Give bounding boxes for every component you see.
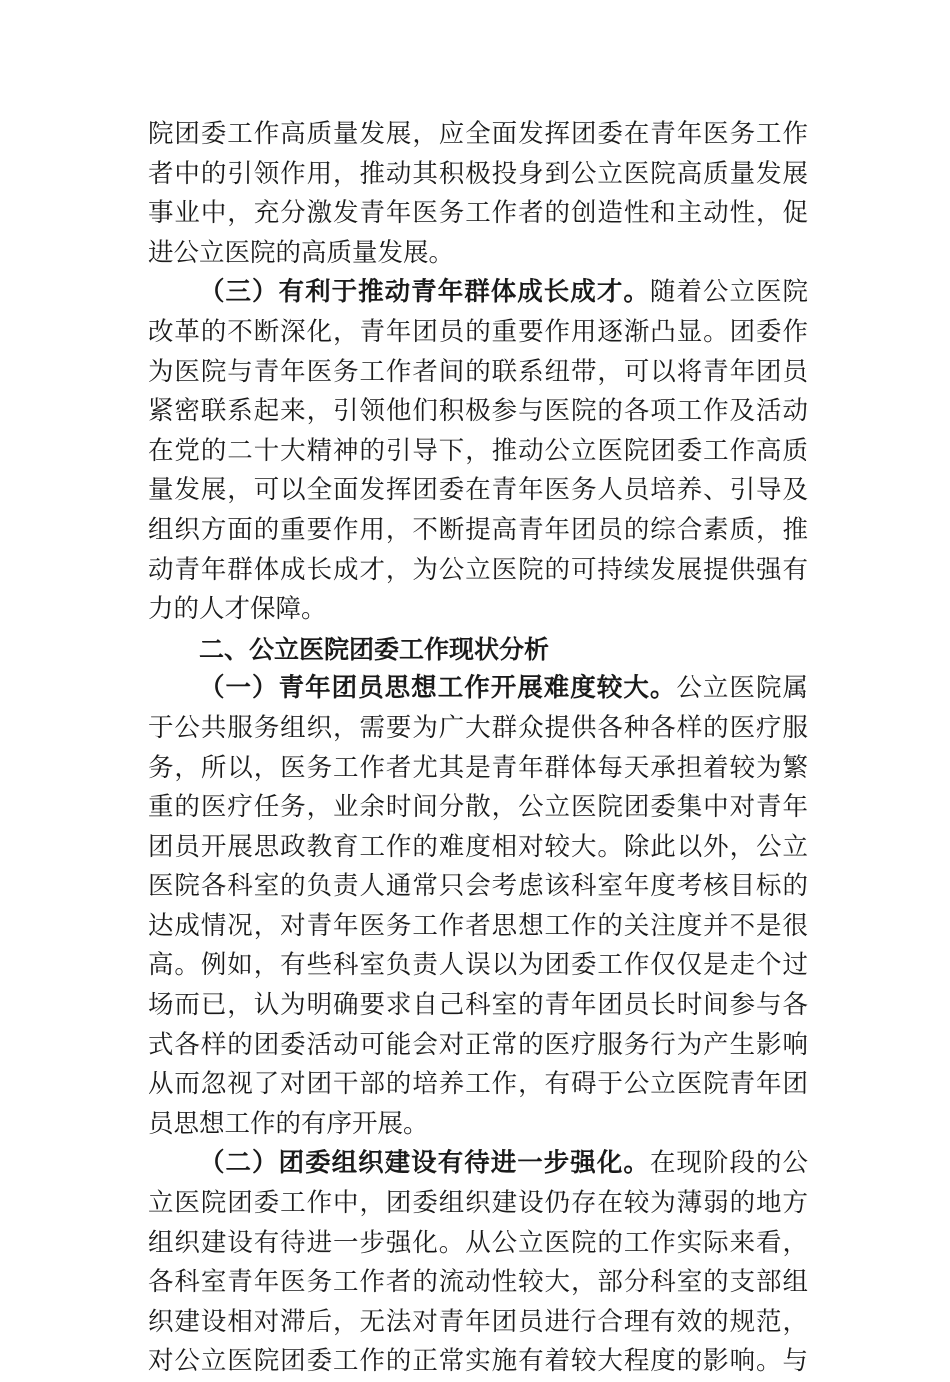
paragraph-first-line (148, 669, 808, 709)
paragraph-lead: （一）青年团员思想工作开展难度较大。 (199, 673, 677, 704)
paragraph-line: 进公立医院的高质量发展。 (148, 237, 455, 268)
paragraph-line: 于公共服务组织，需要为广大群众提供各种各样的医疗服 (148, 712, 808, 743)
paragraph-text: 公立医院属 (676, 673, 808, 704)
paragraph-line: 从而忽视了对团干部的培养工作，有碍于公立医院青年团 (148, 1069, 808, 1100)
paragraph-line: 院团委工作高质量发展，应全面发挥团委在青年医务工作 (148, 119, 808, 149)
paragraph-first-line (148, 1144, 808, 1184)
paragraph-line: 达成情况，对青年医务工作者思想工作的关注度并不是很 (148, 910, 808, 941)
paragraph-line: 量发展，可以全面发挥团委在青年医务人员培养、引导及 (148, 475, 808, 506)
paragraph-line: 改革的不断深化，青年团员的重要作用逐渐凸显。团委作 (148, 316, 808, 347)
paragraph-line: 员思想工作的有序开展。 (148, 1108, 429, 1139)
paragraph-text: 随着公立医院 (649, 277, 808, 308)
paragraph-line: 织建设相对滞后，无法对青年团员进行合理有效的规范， (148, 1306, 808, 1337)
paragraph-line: 团员开展思政教育工作的难度相对较大。除此以外，公立 (148, 831, 808, 862)
paragraph-first-line (148, 273, 808, 313)
paragraph-line: 场而已，认为明确要求自己科室的青年团员长时间参与各 (148, 990, 808, 1021)
section-heading: 二、公立医院团委工作现状分析 (199, 634, 550, 664)
paragraph-line: 对公立医院团委工作的正常实施有着较大程度的影响。与 (148, 1346, 808, 1377)
paragraph-line: 者中的引领作用，推动其积极投身到公立医院高质量发展 (148, 158, 808, 189)
paragraph-text: 在现阶段的公 (649, 1148, 808, 1179)
paragraph-line: 紧密联系起来，引领他们积极参与医院的各项工作及活动 (148, 396, 808, 427)
paragraph-line: 立医院团委工作中，团委组织建设仍存在较为薄弱的地方 (148, 1188, 808, 1219)
paragraph-lead: （三）有利于推动青年群体成长成才。 (199, 277, 650, 308)
paragraph-line: 动青年群体成长成才，为公立医院的可持续发展提供强有 (148, 554, 808, 585)
paragraph-line: 重的医疗任务，业余时间分散，公立医院团委集中对青年 (148, 792, 808, 823)
paragraph-line: 组织建设有待进一步强化。从公立医院的工作实际来看， (148, 1227, 808, 1258)
body-text (148, 115, 808, 1382)
paragraph-line: 务，所以，医务工作者尤其是青年群体每天承担着较为繁 (148, 752, 808, 783)
paragraph-line: 力的人才保障。 (148, 594, 327, 625)
paragraph-line: 在党的二十大精神的引导下，推动公立医院团委工作高质 (148, 435, 808, 466)
paragraph-lead: （二）团委组织建设有待进一步强化。 (199, 1148, 650, 1179)
paragraph-line: 事业中，充分激发青年医务工作者的创造性和主动性，促 (148, 198, 808, 229)
paragraph-line: 各科室青年医务工作者的流动性较大，部分科室的支部组 (148, 1267, 808, 1298)
paragraph-line: 为医院与青年医务工作者间的联系纽带，可以将青年团员 (148, 356, 808, 387)
paragraph-line: 组织方面的重要作用，不断提高青年团员的综合素质，推 (148, 514, 808, 545)
paragraph-line: 式各样的团委活动可能会对正常的医疗服务行为产生影响 (148, 1029, 808, 1060)
paragraph-line: 高。例如，有些科室负责人误以为团委工作仅仅是走个过 (148, 950, 808, 981)
paragraph-line: 医院各科室的负责人通常只会考虑该科室年度考核目标的 (148, 871, 808, 902)
